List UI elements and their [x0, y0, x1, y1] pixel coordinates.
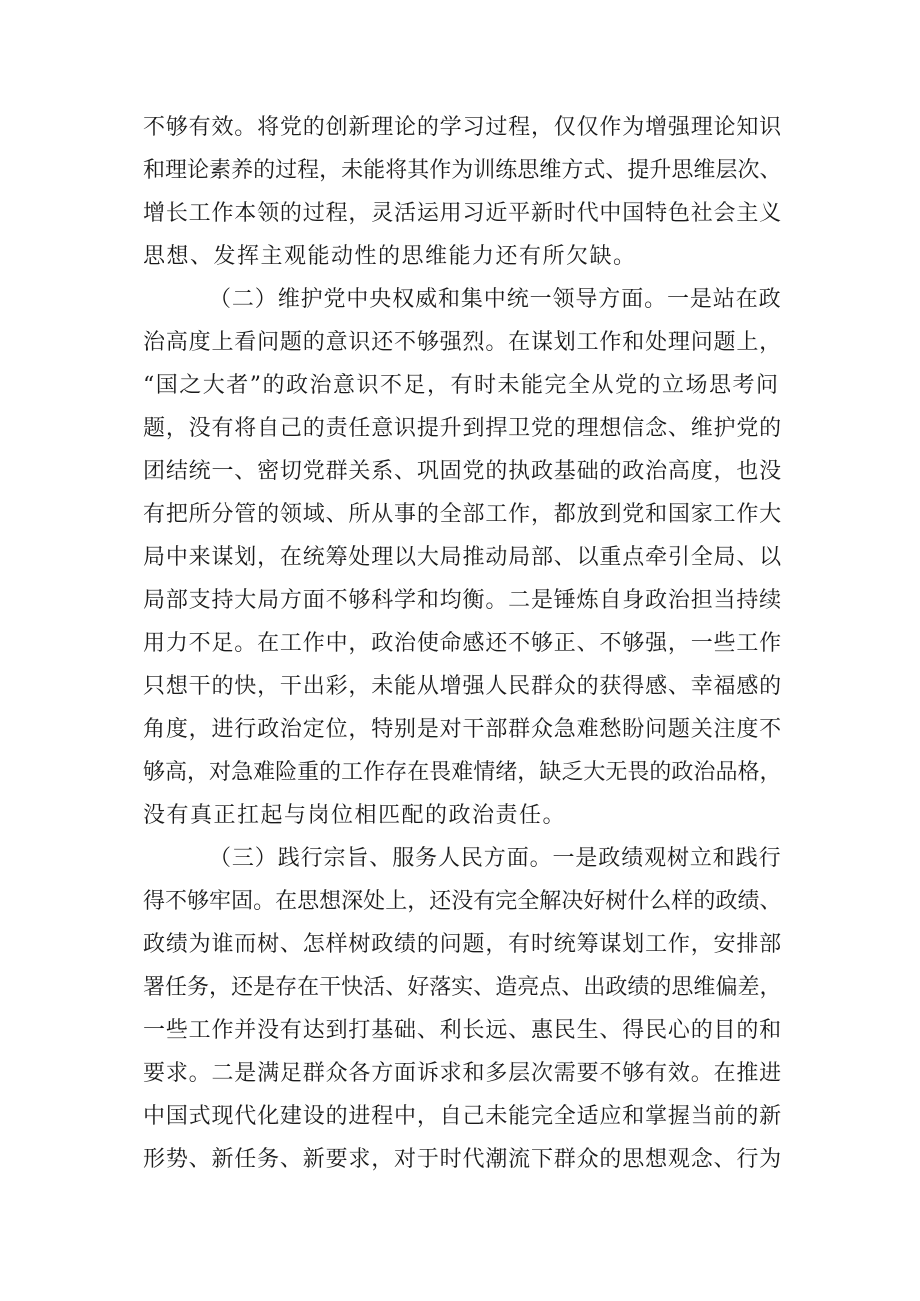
- text-line: 团结统一、密切党群关系、巩固党的执政基础的政治高度，也没: [143, 459, 783, 484]
- text-line: 思想、发挥主观能动性的思维能力还有所欠缺。: [143, 244, 637, 269]
- text-line: 有把所分管的领域、所从事的全部工作，都放到党和国家工作大: [143, 502, 783, 527]
- text-line: 没有真正扛起与岗位相匹配的政治责任。: [143, 803, 567, 828]
- text-line: “国之大者”的政治意识不足，有时未能完全从党的立场思考问: [143, 373, 780, 398]
- text-line: 局部支持大局方面不够科学和均衡。二是锤炼自身政治担当持续: [143, 588, 783, 613]
- text-line: 署任务，还是存在干快活、好落实、造亮点、出政绩的思维偏差，: [143, 975, 782, 1000]
- text-line: 一些工作并没有达到打基础、利长远、惠民生、得民心的目的和: [143, 1018, 783, 1043]
- text-line: 题，没有将自己的责任意识提升到捍卫党的理想信念、维护党的: [143, 416, 783, 441]
- text-line: 政绩为谁而树、怎样树政绩的问题，有时统筹谋划工作，安排部: [143, 932, 783, 957]
- text-line: 角度，进行政治定位，特别是对干部群众急难愁盼问题关注度不: [143, 717, 783, 742]
- text-line: 治高度上看问题的意识还不够强烈。在谋划工作和处理问题上，: [143, 330, 783, 355]
- section-heading-line: （二）维护党中央权威和集中统一领导方面。一是站在政: [209, 287, 782, 312]
- text-line: 用力不足。在工作中，政治使命感还不够正、不够强，一些工作: [143, 631, 783, 656]
- section-heading-line: （三）践行宗旨、服务人民方面。一是政绩观树立和践行: [209, 846, 782, 871]
- text-line: 增长工作本领的过程，灵活运用习近平新时代中国特色社会主义: [143, 201, 783, 226]
- text-line: 中国式现代化建设的进程中，自己未能完全适应和掌握当前的新: [143, 1104, 783, 1129]
- text-line: 要求。二是满足群众各方面诉求和多层次需要不够有效。在推进: [143, 1061, 783, 1086]
- text-line: 够高，对急难险重的工作存在畏难情绪，缺乏大无畏的政治品格，: [143, 760, 782, 785]
- text-line: 只想干的快，干出彩，未能从增强人民群众的获得感、幸福感的: [143, 674, 783, 699]
- text-line: 形势、新任务、新要求，对于时代潮流下群众的思想观念、行为: [143, 1147, 783, 1172]
- text-line: 和理论素养的过程，未能将其作为训练思维方式、提升思维层次、: [143, 158, 782, 183]
- text-line: 得不够牢固。在思想深处上，还没有完全解决好树什么样的政绩、: [143, 889, 782, 914]
- text-line: 不够有效。将党的创新理论的学习过程，仅仅作为增强理论知识: [143, 115, 783, 140]
- text-line: 局中来谋划，在统筹处理以大局推动局部、以重点牵引全局、以: [143, 545, 783, 570]
